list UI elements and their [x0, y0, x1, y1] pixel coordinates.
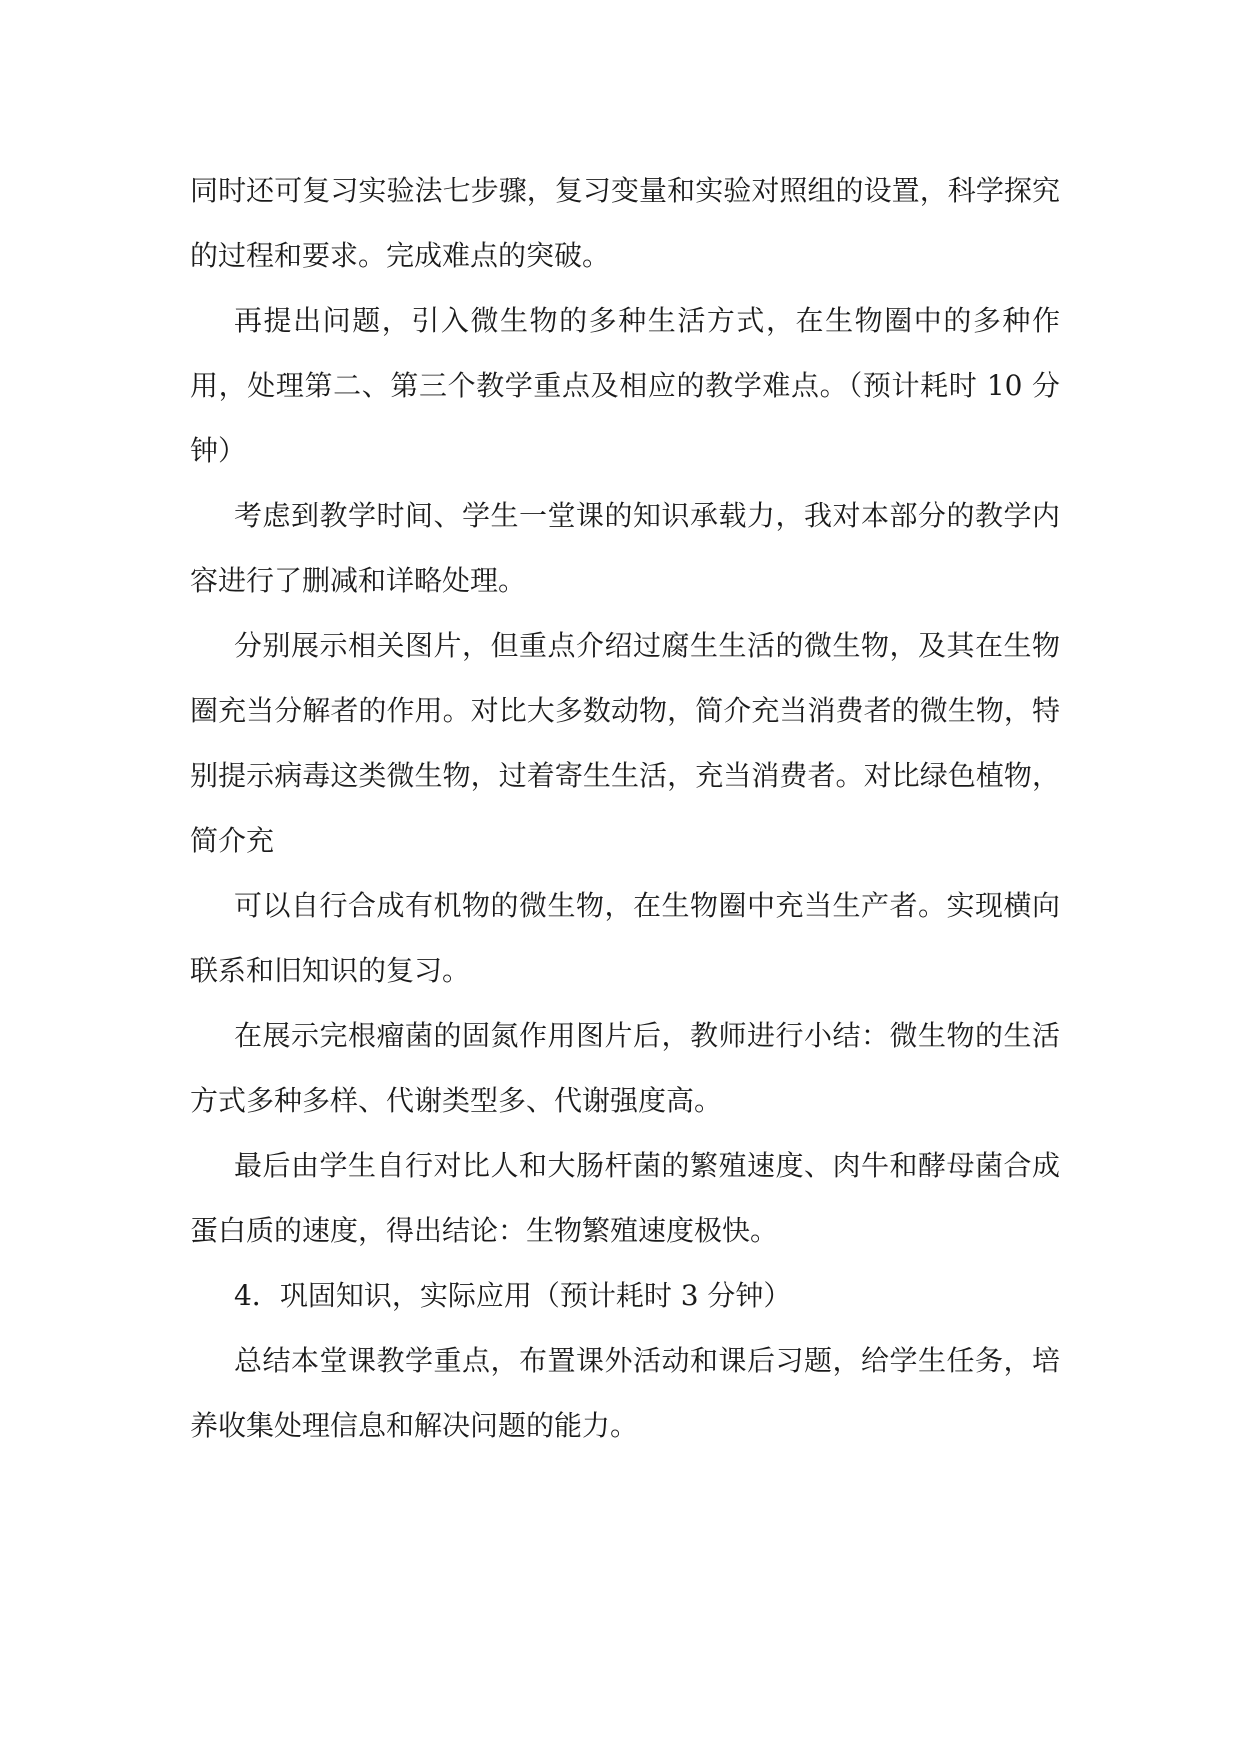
paragraph-7: 最后由学生自行对比人和大肠杆菌的繁殖速度、肉牛和酵母菌合成蛋白质的速度，得出结论：生物繁殖速度极快。 [190, 1149, 1060, 1247]
paragraph-1: 同时还可复习实验法七步骤，复习变量和实验对照组的设置，科学探究的过程和要求。完成难点的突破。 [190, 174, 1060, 272]
paragraph-2: 再提出问题，引入微生物的多种生活方式，在生物圈中的多种作用，处理第二、第三个教学重点及相应的教学难点。（预计耗时 10 分钟） [190, 304, 1060, 467]
paragraph-3: 考虑到教学时间、学生一堂课的知识承载力，我对本部分的教学内容进行了删减和详略处理。 [190, 499, 1060, 597]
paragraph-4: 分别展示相关图片，但重点介绍过腐生生活的微生物，及其在生物圈充当分解者的作用。对比大多数动物，简介充当消费者的微生物，特别提示病毒这类微生物，过着寄生生活，充当消费者。对比绿色植物，简介充 [190, 629, 1060, 857]
paragraph-8: 总结本堂课教学重点，布置课外活动和课后习题，给学生任务，培养收集处理信息和解决问题的能力。 [190, 1344, 1060, 1442]
document-body [190, 158, 1060, 1458]
paragraph-5: 可以自行合成有机物的微生物，在生物圈中充当生产者。实现横向联系和旧知识的复习。 [190, 889, 1060, 987]
section-heading-4: 4．巩固知识，实际应用（预计耗时 3 分钟） [234, 1279, 792, 1312]
paragraph-6: 在展示完根瘤菌的固氮作用图片后，教师进行小结：微生物的生活方式多种多样、代谢类型多、代谢强度高。 [190, 1019, 1060, 1117]
